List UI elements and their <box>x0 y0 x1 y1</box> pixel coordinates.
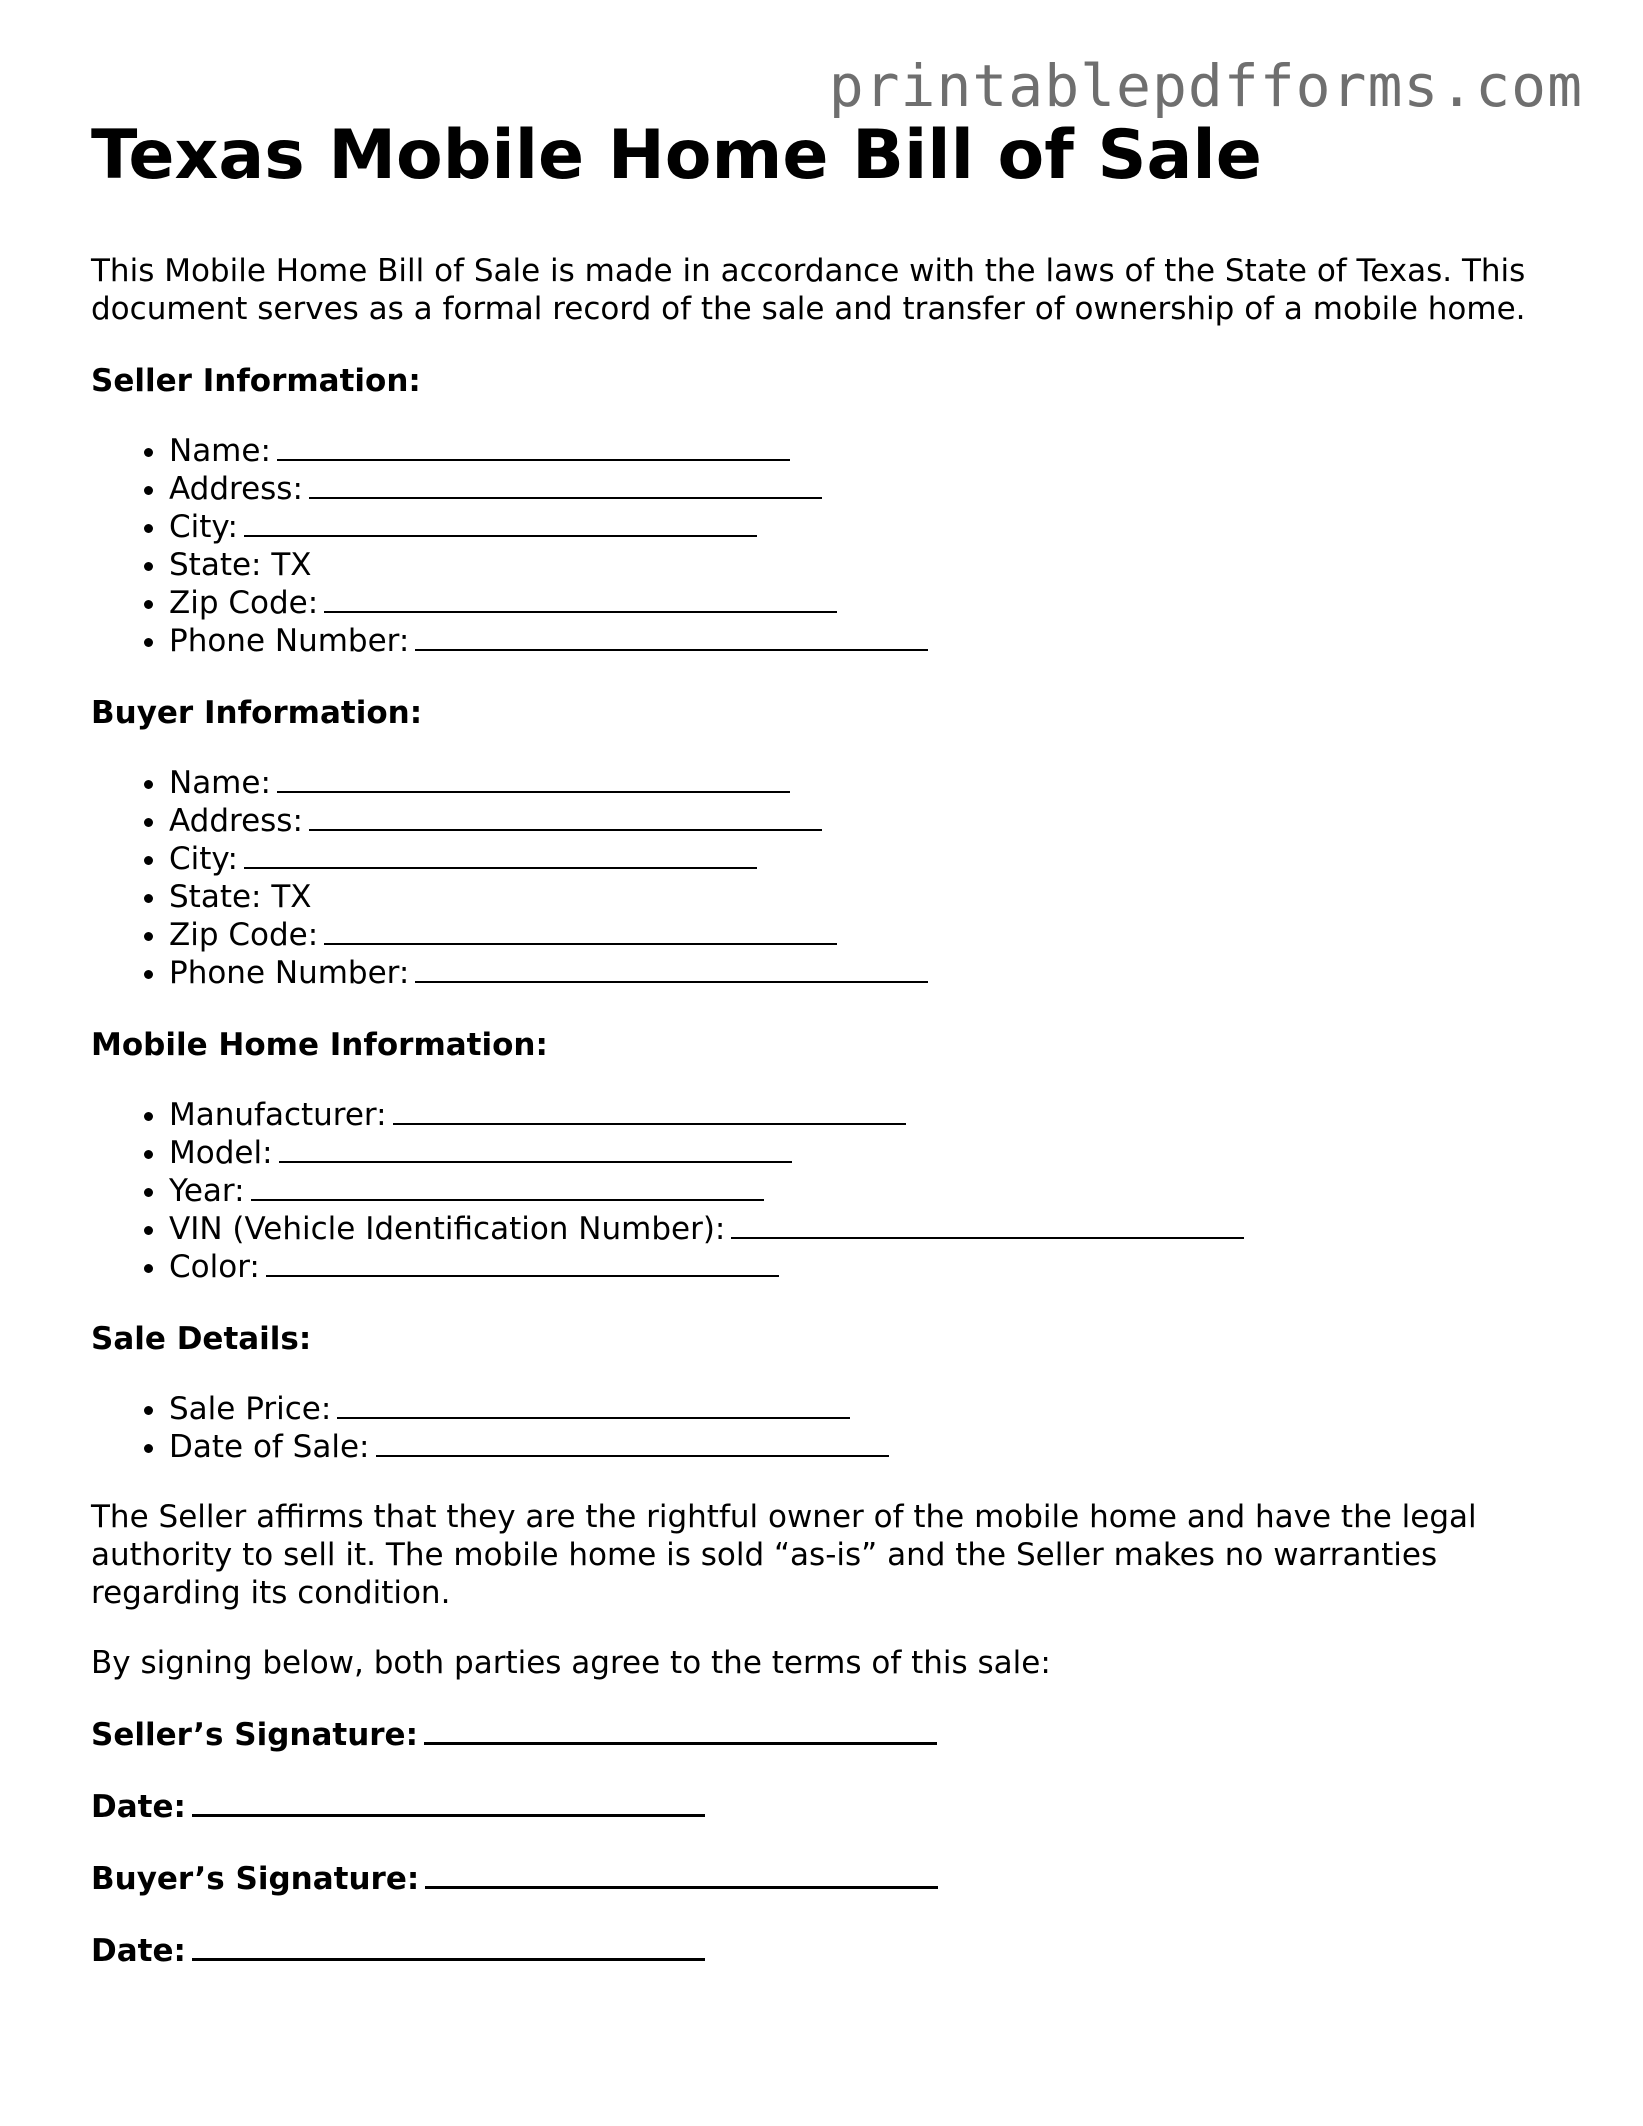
seller-date-label: Date: <box>91 1789 186 1825</box>
seller-state-label: State: TX <box>169 547 312 583</box>
watermark: printablepdfforms.com <box>828 52 1583 120</box>
sale-details-section-heading: Sale Details: <box>91 1321 312 1357</box>
model-field[interactable] <box>279 1135 792 1163</box>
buyer-city-label: City: <box>169 841 238 877</box>
list-item <box>169 840 1571 878</box>
seller-zip-label: Zip Code: <box>169 585 319 621</box>
list-item <box>169 546 1571 584</box>
sale-details-fields-list <box>91 1390 1571 1466</box>
seller-signature-line <box>91 1716 1571 1754</box>
page-title: Texas Mobile Home Bill of Sale <box>91 116 1262 195</box>
buyer-name-label: Name: <box>169 765 271 801</box>
buyer-zip-label: Zip Code: <box>169 917 319 953</box>
date-of-sale-field[interactable] <box>376 1429 889 1457</box>
buyer-address-field[interactable] <box>309 803 822 831</box>
list-item <box>169 1172 1571 1210</box>
vin-label: VIN (Vehicle Identification Number): <box>169 1211 726 1247</box>
manufacturer-label: Manufacturer: <box>169 1097 387 1133</box>
mobile-home-fields-list <box>91 1096 1571 1286</box>
list-item <box>169 1096 1571 1134</box>
seller-city-field[interactable] <box>244 509 757 537</box>
buyer-address-label: Address: <box>169 803 303 839</box>
seller-signature-field[interactable] <box>424 1716 937 1745</box>
vin-field[interactable] <box>731 1211 1244 1239</box>
seller-zip-field[interactable] <box>324 585 837 613</box>
year-label: Year: <box>169 1173 245 1209</box>
buyer-signature-line <box>91 1860 1571 1898</box>
list-item <box>169 1428 1571 1466</box>
buyer-state-label: State: TX <box>169 879 312 915</box>
list-item <box>169 802 1571 840</box>
list-item <box>169 584 1571 622</box>
buyer-zip-field[interactable] <box>324 917 837 945</box>
list-item <box>169 1390 1571 1428</box>
buyer-signature-field[interactable] <box>425 1860 938 1889</box>
affirmation-paragraph: The Seller affirms that they are the rightful owner of the mobile home and have the legal authority to sell it. The mobile home is sold “as-is” and the Seller makes no warranties regarding its condition. <box>91 1499 1477 1611</box>
document-page <box>91 112 1571 1970</box>
buyer-date-label: Date: <box>91 1933 186 1969</box>
model-label: Model: <box>169 1135 273 1171</box>
list-item <box>169 878 1571 916</box>
buyer-phone-field[interactable] <box>415 955 928 983</box>
seller-date-line <box>91 1788 1571 1826</box>
buyer-section-heading: Buyer Information: <box>91 695 423 731</box>
list-item <box>169 954 1571 992</box>
list-item <box>169 1248 1571 1286</box>
date-of-sale-label: Date of Sale: <box>169 1429 370 1465</box>
seller-section-heading: Seller Information: <box>91 363 421 399</box>
sale-price-field[interactable] <box>337 1391 850 1419</box>
seller-address-field[interactable] <box>309 471 822 499</box>
seller-name-field[interactable] <box>277 433 790 461</box>
mobile-home-section-heading: Mobile Home Information: <box>91 1027 548 1063</box>
seller-phone-label: Phone Number: <box>169 623 410 659</box>
intro-paragraph: This Mobile Home Bill of Sale is made in accordance with the laws of the State of Texas. This document serves as a formal record of the sale and transfer of ownership of a mobile home. <box>91 253 1526 327</box>
buyer-city-field[interactable] <box>244 841 757 869</box>
sale-price-label: Sale Price: <box>169 1391 332 1427</box>
list-item <box>169 622 1571 660</box>
seller-phone-field[interactable] <box>415 623 928 651</box>
buyer-date-line <box>91 1932 1571 1970</box>
list-item <box>169 1210 1571 1248</box>
year-field[interactable] <box>251 1173 764 1201</box>
seller-address-label: Address: <box>169 471 303 507</box>
seller-signature-label: Seller’s Signature: <box>91 1717 418 1753</box>
seller-city-label: City: <box>169 509 238 545</box>
buyer-signature-label: Buyer’s Signature: <box>91 1861 420 1897</box>
list-item <box>169 432 1571 470</box>
list-item <box>169 916 1571 954</box>
seller-fields-list <box>91 432 1571 660</box>
list-item <box>169 764 1571 802</box>
buyer-fields-list <box>91 764 1571 992</box>
manufacturer-field[interactable] <box>393 1097 906 1125</box>
seller-date-field[interactable] <box>192 1788 705 1817</box>
buyer-name-field[interactable] <box>277 765 790 793</box>
list-item <box>169 508 1571 546</box>
list-item <box>169 1134 1571 1172</box>
agreement-paragraph: By signing below, both parties agree to the terms of this sale: <box>91 1645 1051 1681</box>
buyer-date-field[interactable] <box>192 1932 705 1961</box>
color-field[interactable] <box>266 1249 779 1277</box>
seller-name-label: Name: <box>169 433 271 469</box>
list-item <box>169 470 1571 508</box>
buyer-phone-label: Phone Number: <box>169 955 410 991</box>
color-label: Color: <box>169 1249 260 1285</box>
